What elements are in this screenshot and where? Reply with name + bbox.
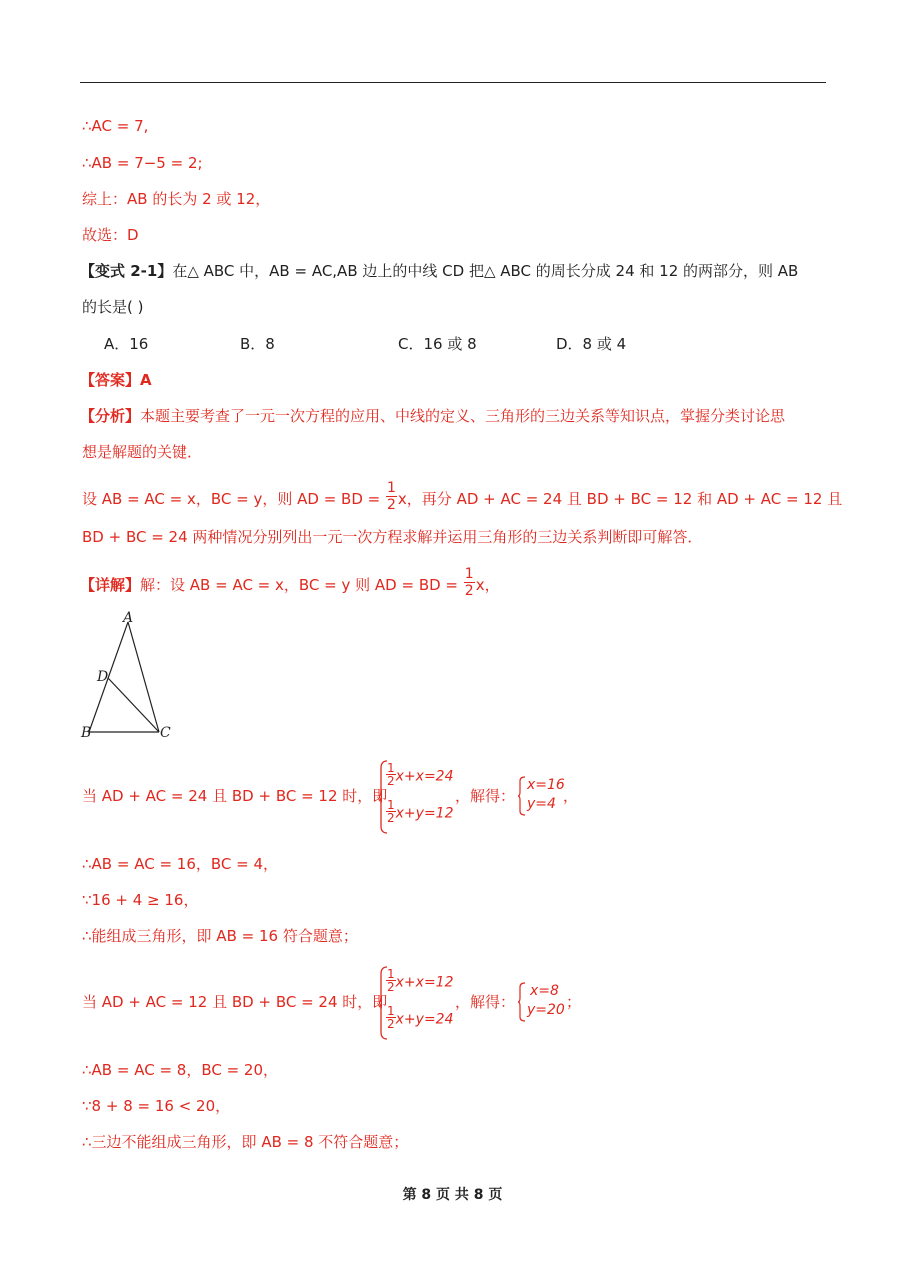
option-b: B．8 (240, 335, 275, 353)
equation-row (386, 967, 454, 995)
fraction-numerator: 1 (387, 967, 395, 981)
text-line: ∵16 + 4 ≥ 16， (82, 891, 199, 909)
fraction-half (386, 799, 396, 824)
case2-text: 当 AD + AC = 12 且 BD + BC = 24 时，即 (82, 993, 388, 1011)
text-line: ∵8 + 8 = 16 < 20， (82, 1097, 231, 1115)
equation-row (386, 798, 454, 826)
solution-x: x=8 (530, 983, 559, 999)
case2-end: ； (566, 993, 582, 1011)
fraction-numerator: 1 (387, 1004, 395, 1018)
text-line: ∴AB = AC = 8，BC = 20， (82, 1061, 279, 1079)
text-line: ∴AB = AC = 16，BC = 4， (82, 855, 279, 873)
fraction-numerator: 1 (464, 566, 474, 582)
solution-y: y=20 (527, 1002, 565, 1018)
text-line: ∴AC = 7, (82, 117, 149, 135)
equation-1: x+x=24 (395, 768, 454, 785)
vertex-c-label: C (160, 725, 171, 741)
setup-line (82, 480, 843, 515)
text-line: ∴AB = 7−5 = 2; (82, 154, 203, 172)
case1-end: ， (563, 787, 579, 805)
solution-system-2 (518, 982, 568, 1024)
detail-line (80, 566, 500, 601)
fraction-denominator: 2 (464, 583, 474, 599)
setup-text-rest: x，再分 AD + AC = 24 且 BD + BC = 12 和 AD + AC = 12 且 (397, 490, 843, 508)
fraction-half (386, 762, 396, 787)
equation-1: x+x=12 (395, 974, 454, 991)
option-d: D．8 或 4 (556, 335, 627, 353)
analysis-tag: 【分析】 (80, 407, 141, 425)
fraction-denominator: 2 (387, 774, 395, 788)
case1-solve-label: ，解得： (455, 787, 516, 805)
fraction-numerator: 1 (387, 761, 395, 775)
fraction-half (386, 1005, 396, 1030)
page-number: 第 8 页 共 8 页 (402, 1187, 503, 1203)
solution-x: x=16 (527, 777, 565, 793)
side-ab (89, 622, 128, 732)
header-rule (80, 82, 826, 83)
vertex-a-label: A (123, 610, 134, 626)
fraction-numerator: 1 (387, 480, 396, 496)
fraction-denominator: 2 (387, 811, 395, 825)
analysis-text: 本题主要考查了一元一次方程的应用、中线的定义、三角形的三边关系等知识点，掌握分类讨论思 (140, 407, 786, 425)
text-line: ∴能组成三角形，即 AB = 16 符合题意； (82, 927, 358, 945)
detail-tag: 【详解】 (80, 576, 141, 594)
case2-solve-label: ，解得： (455, 993, 516, 1011)
fraction-denominator: 2 (387, 1017, 395, 1031)
analysis-text-cont: 想是解题的关键． (82, 443, 203, 461)
text-line: 故选：D (82, 226, 139, 244)
equation-row (386, 1004, 454, 1032)
fraction-denominator: 2 (387, 980, 395, 994)
analysis (80, 406, 785, 426)
fraction-numerator: 1 (387, 798, 395, 812)
equation-system-2 (379, 966, 459, 1040)
question-text: 在△ ABC 中，AB = AC,AB 边上的中线 CD 把△ ABC 的周长分成 24 和 12 的两部分，则 AB (172, 262, 799, 280)
detail-text: 解：设 AB = AC = x，BC = y 则 AD = BD = (140, 576, 463, 594)
brace-icon (518, 982, 526, 1022)
triangle-figure (76, 608, 186, 743)
fraction-half (464, 567, 475, 598)
vertex-d-label: D (97, 669, 109, 685)
equation-row (386, 761, 454, 789)
detail-text-rest: x， (475, 576, 500, 594)
fraction-denominator: 2 (387, 497, 396, 513)
brace-icon (518, 776, 526, 816)
equation-2: x+y=12 (395, 805, 454, 822)
setup-line-cont: BD + BC = 24 两种情况分别列出一元一次方程求解并运用三角形的三边关系判断即可解答． (82, 528, 703, 546)
question (80, 261, 798, 281)
case1-text: 当 AD + AC = 24 且 BD + BC = 12 时，即 (82, 787, 388, 805)
equation-2: x+y=24 (395, 1011, 454, 1028)
setup-text: 设 AB = AC = x，BC = y，则 AD = BD = (82, 490, 385, 508)
solution-system-1 (518, 776, 564, 818)
question-tag: 【变式 2-1】 (80, 262, 173, 280)
option-a: A．16 (104, 335, 149, 353)
equation-system-1 (379, 760, 459, 834)
question-text-cont: 的长是( ) (82, 298, 144, 316)
option-c: C．16 或 8 (398, 335, 477, 353)
text-line: ∴三边不能组成三角形，即 AB = 8 不符合题意； (82, 1133, 409, 1151)
fraction-half (386, 481, 397, 512)
vertex-b-label: B (81, 725, 92, 741)
solution-y: y=4 (527, 796, 556, 812)
fraction-half (386, 968, 396, 993)
answer-line: 【答案】A (80, 371, 152, 389)
text-line: 综上：AB 的长为 2 或 12， (82, 190, 271, 208)
